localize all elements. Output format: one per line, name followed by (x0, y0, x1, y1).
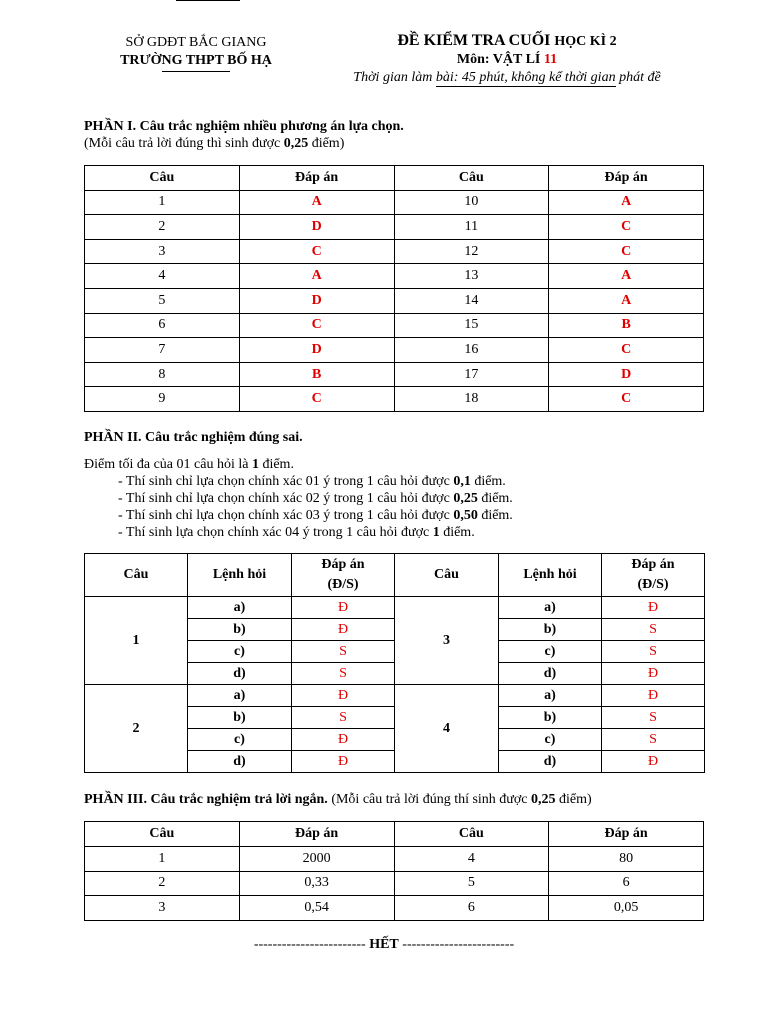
answer-cell: C (549, 387, 704, 412)
answer-cell: C (549, 215, 704, 240)
answer-cell: D (239, 338, 394, 363)
answer-cell: D (239, 215, 394, 240)
exam-title (322, 32, 692, 51)
rule-score: 0,25 (453, 491, 478, 506)
question-number: 14 (394, 288, 549, 313)
rule-text: - Thí sinh chỉ lựa chọn chính xác 01 ý trong 1 câu hỏi được (118, 474, 454, 489)
part2-max-pre: Điểm tối đa của 01 câu hỏi là (84, 457, 252, 472)
question-number: 4 (394, 846, 549, 871)
time-suffix: phát đề (615, 70, 661, 85)
answer-cell: S (292, 641, 395, 663)
statement-label: c) (499, 641, 602, 663)
part2-title: PHẦN II. Câu trắc nghiệm đúng sai. (84, 430, 303, 445)
table-row (85, 685, 705, 707)
answer-cell: D (549, 362, 704, 387)
statement-label: b) (188, 707, 292, 729)
part3-header-q2: Câu (394, 822, 549, 847)
part2-rule-4 (84, 524, 513, 541)
part3-table-body (85, 846, 704, 920)
table-row (85, 896, 704, 921)
answer-cell: Đ (292, 751, 395, 773)
ans-header-line2: (Đ/S) (327, 577, 359, 592)
question-number: 18 (394, 387, 549, 412)
rule-unit: điểm. (477, 491, 513, 506)
question-number: 7 (85, 338, 240, 363)
answer-cell: D (239, 288, 394, 313)
answer-cell: S (602, 641, 705, 663)
part2-header-ans2 (602, 554, 705, 597)
answer-cell: S (602, 729, 705, 751)
subject-label: Môn: VẬT LÍ (456, 52, 541, 67)
part3-note-bold: 0,25 (531, 792, 556, 807)
answer-cell: S (292, 663, 395, 685)
statement-label: d) (188, 751, 292, 773)
table-row (85, 190, 704, 215)
end-dashes-left: ------------------------ (253, 937, 370, 952)
statement-label: a) (499, 685, 602, 707)
part1-note (84, 136, 344, 152)
part2-max-post: điểm. (258, 457, 294, 472)
table-row (85, 338, 704, 363)
part3-header-row (85, 822, 704, 847)
statement-label: a) (499, 597, 602, 619)
header-left (86, 34, 306, 72)
rule-text: - Thí sinh chỉ lựa chọn chính xác 02 ý trong 1 câu hỏi được (118, 491, 454, 506)
part3-note-pre: (Mỗi câu trả lời đúng thí sinh được (327, 792, 532, 807)
answer-cell: S (602, 619, 705, 641)
end-marker (0, 937, 768, 953)
part1-table-body (85, 190, 704, 411)
statement-label: d) (499, 751, 602, 773)
time-note (322, 69, 692, 87)
answer-cell: C (239, 387, 394, 412)
statement-label: c) (188, 729, 292, 751)
answer-cell: S (602, 707, 705, 729)
answer-cell: A (549, 288, 704, 313)
question-number: 1 (85, 190, 240, 215)
table-row (85, 288, 704, 313)
statement-label: b) (499, 707, 602, 729)
part3-table (84, 821, 704, 921)
end-word: HẾT (369, 937, 399, 952)
part1-header-q1: Câu (85, 166, 240, 191)
answer-cell: A (239, 264, 394, 289)
question-number: 4 (395, 685, 499, 773)
part1-header-q2: Câu (394, 166, 549, 191)
part3-header-q1: Câu (85, 822, 240, 847)
answer-cell: Đ (602, 685, 705, 707)
rule-score: 0,50 (453, 508, 478, 523)
end-dashes-right: ------------------------ (398, 937, 515, 952)
question-number: 15 (394, 313, 549, 338)
part1-note-pre: (Mỗi câu trả lời đúng thì sinh được (84, 136, 284, 151)
part3-header-a2: Đáp án (549, 822, 704, 847)
answer-cell: 0,33 (239, 871, 394, 896)
part2-max-score (84, 456, 513, 473)
question-number: 8 (85, 362, 240, 387)
question-number: 16 (394, 338, 549, 363)
rule-score: 1 (432, 525, 440, 540)
time-prefix: Thời gian làm (353, 70, 436, 85)
table-row (85, 597, 705, 619)
answer-cell: A (549, 190, 704, 215)
ans-header-line1: Đáp án (631, 557, 675, 572)
rule-unit: điểm. (477, 508, 513, 523)
rule-unit: điểm. (470, 474, 506, 489)
part2-header-row (85, 554, 705, 597)
part3-note-post: điểm) (555, 792, 592, 807)
question-number: 3 (85, 239, 240, 264)
table-row (85, 387, 704, 412)
question-number: 1 (85, 597, 188, 685)
question-number: 10 (394, 190, 549, 215)
question-number: 9 (85, 387, 240, 412)
table-row (85, 215, 704, 240)
part2-header-cmd2: Lệnh hỏi (499, 554, 602, 597)
question-number: 11 (394, 215, 549, 240)
table-row (85, 846, 704, 871)
exam-title-term: HỌC KÌ 2 (554, 34, 617, 49)
ans-header-line2: (Đ/S) (637, 577, 669, 592)
header-right (322, 32, 692, 87)
answer-cell: Đ (602, 597, 705, 619)
statement-label: b) (188, 619, 292, 641)
top-rule (176, 0, 240, 1)
statement-label: b) (499, 619, 602, 641)
part2-header-ans1 (292, 554, 395, 597)
question-number: 5 (394, 871, 549, 896)
part2-table (84, 553, 705, 773)
part2-rules (84, 456, 513, 541)
department-name: SỞ GDĐT BẮC GIANG (125, 35, 267, 50)
part3-header-a1: Đáp án (239, 822, 394, 847)
part2-header-q1: Câu (85, 554, 188, 597)
table-row (85, 313, 704, 338)
part2-rule-2 (84, 490, 513, 507)
rule-text: - Thí sinh lựa chọn chính xác 04 ý trong 1 câu hỏi được (118, 525, 433, 540)
part1-header-row (85, 166, 704, 191)
rule-score: 0,1 (453, 474, 471, 489)
part2-table-body (85, 597, 705, 773)
answer-cell: B (549, 313, 704, 338)
part2-rule-1 (84, 473, 513, 490)
ans-header-line1: Đáp án (321, 557, 365, 572)
table-row (85, 239, 704, 264)
statement-label: c) (188, 641, 292, 663)
statement-label: c) (499, 729, 602, 751)
answer-cell: C (549, 338, 704, 363)
answer-cell: C (239, 313, 394, 338)
question-number: 2 (85, 871, 240, 896)
table-row (85, 362, 704, 387)
part2-rule-3 (84, 507, 513, 524)
answer-cell: Đ (292, 619, 395, 641)
answer-cell: Đ (292, 685, 395, 707)
part2-header-cmd1: Lệnh hỏi (188, 554, 292, 597)
question-number: 2 (85, 215, 240, 240)
part3-title-line (84, 792, 592, 808)
answer-cell: 0,05 (549, 896, 704, 921)
answer-cell: A (239, 190, 394, 215)
part1-title: PHẦN I. Câu trắc nghiệm nhiều phương án lựa chọn. (84, 119, 404, 134)
part1-note-bold: 0,25 (283, 136, 309, 151)
question-number: 3 (395, 597, 499, 685)
table-row (85, 871, 704, 896)
statement-label: d) (188, 663, 292, 685)
answer-cell: 80 (549, 846, 704, 871)
question-number: 4 (85, 264, 240, 289)
table-row (85, 264, 704, 289)
question-number: 12 (394, 239, 549, 264)
part2-max-bold: 1 (251, 457, 259, 472)
answer-cell: Đ (602, 751, 705, 773)
answer-cell: Đ (292, 597, 395, 619)
question-number: 13 (394, 264, 549, 289)
time-underlined: bài: 45 phút, không kể thời gian (435, 70, 616, 85)
answer-cell: S (292, 707, 395, 729)
statement-label: d) (499, 663, 602, 685)
part1-table (84, 165, 704, 412)
statement-label: a) (188, 597, 292, 619)
rule-text: - Thí sinh chỉ lựa chọn chính xác 03 ý trong 1 câu hỏi được (118, 508, 454, 523)
question-number: 6 (85, 313, 240, 338)
answer-cell: A (549, 264, 704, 289)
subject-grade: 11 (543, 52, 558, 67)
answer-cell: Đ (602, 663, 705, 685)
question-number: 6 (394, 896, 549, 921)
school-underline (162, 71, 230, 72)
answer-cell: Đ (292, 729, 395, 751)
subject-line (322, 51, 692, 69)
part1-header-a1: Đáp án (239, 166, 394, 191)
question-number: 5 (85, 288, 240, 313)
question-number: 3 (85, 896, 240, 921)
part3-title: PHẦN III. Câu trắc nghiệm trả lời ngắn. (84, 792, 328, 807)
school-name: TRƯỜNG THPT BỐ HẠ (120, 53, 272, 68)
question-number: 17 (394, 362, 549, 387)
rule-unit: điểm. (439, 525, 475, 540)
answer-cell: 2000 (239, 846, 394, 871)
answer-cell: C (239, 239, 394, 264)
statement-label: a) (188, 685, 292, 707)
question-number: 2 (85, 685, 188, 773)
part2-header-q2: Câu (395, 554, 499, 597)
answer-cell: C (549, 239, 704, 264)
question-number: 1 (85, 846, 240, 871)
exam-title-main: ĐỀ KIỂM TRA CUỐI (397, 32, 551, 49)
part1-note-post: điểm) (308, 136, 345, 151)
answer-cell: B (239, 362, 394, 387)
answer-cell: 6 (549, 871, 704, 896)
part1-header-a2: Đáp án (549, 166, 704, 191)
answer-cell: 0,54 (239, 896, 394, 921)
